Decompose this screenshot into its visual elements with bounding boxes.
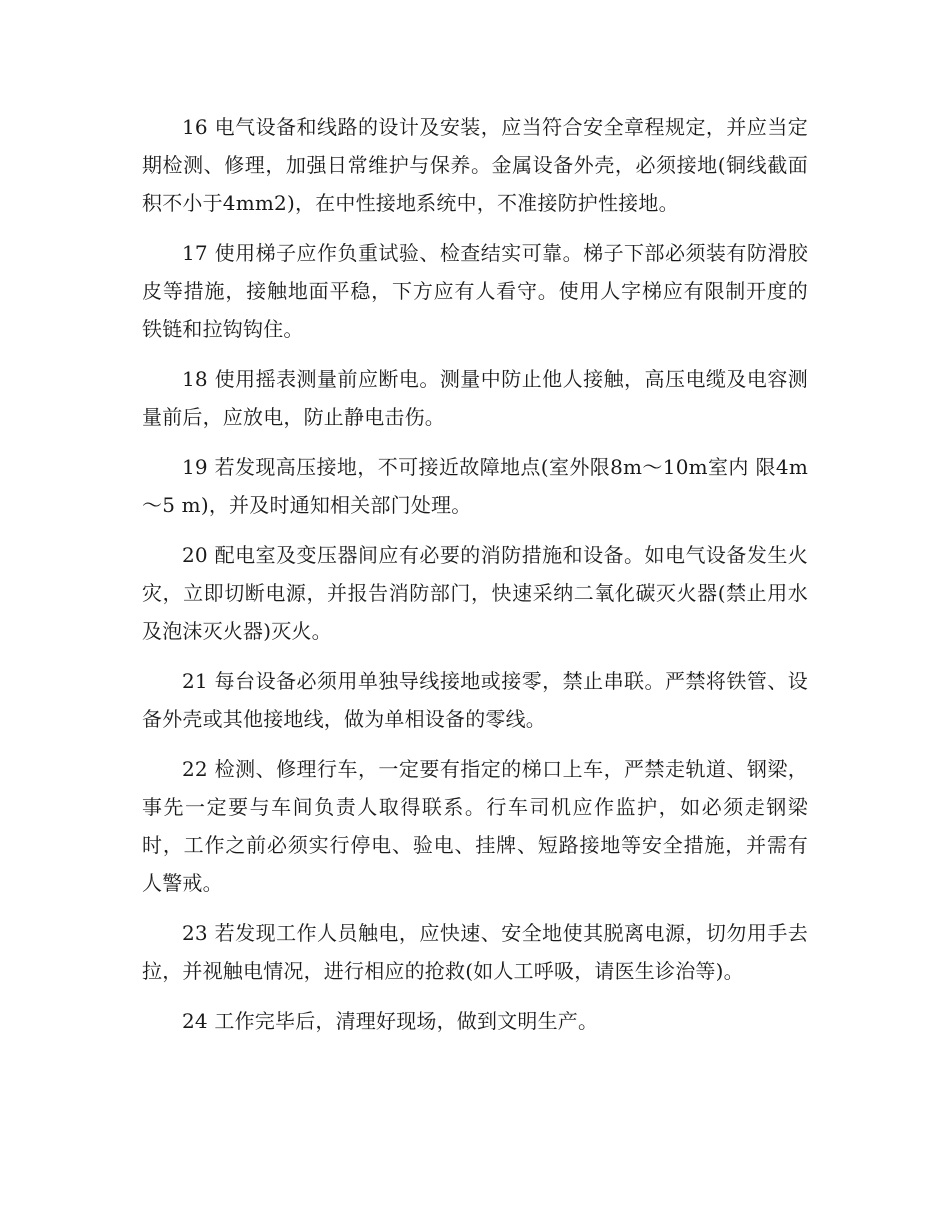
paragraph-24: 24 工作完毕后，清理好现场，做到文明生产。 (182, 1009, 599, 1033)
document-body (142, 108, 808, 1052)
paragraph-17: 17 使用梯子应作负重试验、检查结实可靠。梯子下部必须装有防滑胶皮等措施，接触地面平稳，下方应有人看守。使用人字梯应有限制开度的铁链和拉钩钩住。 (142, 241, 808, 341)
paragraph-18: 18 使用摇表测量前应断电。测量中防止他人接触，高压电缆及电容测量前后，应放电，防止静电击伤。 (142, 367, 808, 429)
paragraph-23: 23 若发现工作人员触电，应快速、安全地使其脱离电源，切勿用手去拉，并视触电情况，进行相应的抢救(如人工呼吸，请医生诊治等)。 (142, 921, 808, 983)
paragraph-19: 19 若发现高压接地，不可接近故障地点(室外限8m～10m室内 限4m～5 m)，并及时通知相关部门处理。 (142, 455, 808, 517)
paragraph-22: 22 检测、修理行车，一定要有指定的梯口上车，严禁走轨道、钢梁，事先一定要与车间负责人取得联系。行车司机应作监护，如必须走钢梁时，工作之前必须实行停电、验电、挂牌、短路接地等安全措施，并需有人警戒。 (142, 757, 808, 895)
paragraph-21: 21 每台设备必须用单独导线接地或接零，禁止串联。严禁将铁管、设备外壳或其他接地线，做为单相设备的零线。 (142, 669, 808, 731)
paragraph-20: 20 配电室及变压器间应有必要的消防措施和设备。如电气设备发生火灾，立即切断电源，并报告消防部门，快速采纳二氧化碳灭火器(禁止用水及泡沫灭火器)灭火。 (142, 543, 808, 643)
paragraph-16: 16 电气设备和线路的设计及安装，应当符合安全章程规定，并应当定期检测、修理，加强日常维护与保养。金属设备外壳，必须接地(铜线截面积不小于4mm2)，在中性接地系统中，不准接防护性接地。 (142, 115, 808, 215)
